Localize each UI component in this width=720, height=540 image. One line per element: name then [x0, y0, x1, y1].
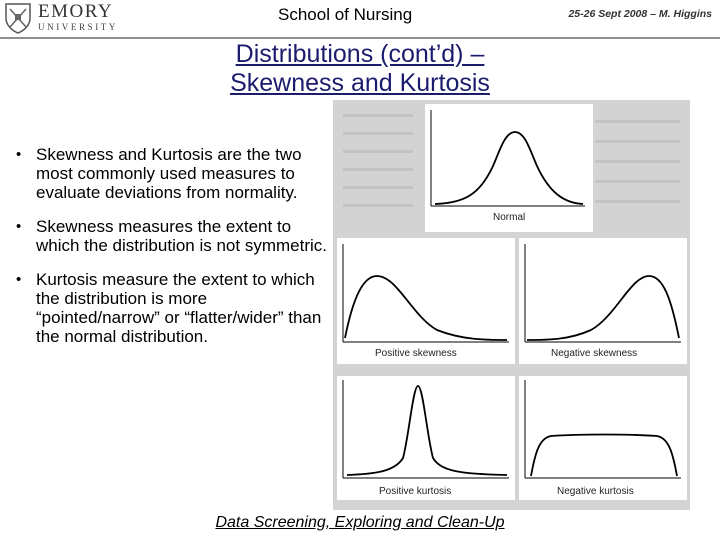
background-text-line — [595, 200, 680, 203]
negative-kurtosis-label: Negative kurtosis — [557, 486, 634, 497]
bullet-item: • Kurtosis measure the extent to which the distribution is more “pointed/narrow” or “flatter/wider” than the normal distribution. — [16, 270, 334, 346]
positive-skewness-label: Positive skewness — [375, 348, 457, 359]
positive-kurtosis-chart — [337, 376, 515, 500]
bullet-item: • Skewness measures the extent to which the distribution is not symmetric. — [16, 217, 334, 255]
negative-skewness-panel — [519, 238, 687, 364]
slide-header — [0, 0, 720, 38]
background-text-line — [343, 168, 413, 171]
bullet-item: • Skewness and Kurtosis are the two most commonly used measures to evaluate deviations from normality. — [16, 145, 334, 202]
bullet-list — [16, 145, 334, 361]
slide-title — [150, 40, 570, 98]
negative-skewness-label: Negative skewness — [551, 348, 638, 359]
background-text-line — [595, 180, 680, 183]
positive-kurtosis-label: Positive kurtosis — [379, 486, 452, 497]
normal-distribution-panel — [425, 104, 593, 232]
title-line-2: Skewness and Kurtosis — [230, 69, 490, 97]
positive-kurtosis-curve — [347, 386, 507, 475]
emory-logo — [4, 1, 118, 36]
presentation-date-author: 25-26 Sept 2008 – M. Higgins — [568, 8, 712, 20]
school-name: School of Nursing — [278, 5, 413, 24]
negative-kurtosis-curve — [531, 435, 677, 477]
background-text-line — [595, 140, 680, 143]
positive-skewness-chart — [337, 238, 515, 364]
background-text-line — [595, 160, 680, 163]
negative-kurtosis-panel — [519, 376, 687, 500]
normal-curve — [435, 132, 583, 204]
background-text-line — [343, 150, 413, 153]
logo-subtitle: UNIVERSITY — [38, 22, 118, 32]
footer-text: Data Screening, Exploring and Clean-Up — [215, 514, 505, 531]
positive-skewness-panel — [337, 238, 515, 364]
background-text-line — [595, 120, 680, 123]
negative-skewness-chart — [519, 238, 687, 364]
background-text-line — [343, 186, 413, 189]
distribution-figure — [333, 100, 690, 510]
positive-kurtosis-panel — [337, 376, 515, 500]
normal-label: Normal — [493, 212, 526, 223]
logo-wordmark: EMORY — [38, 1, 114, 22]
header-divider — [0, 37, 720, 39]
emory-shield-icon — [4, 2, 32, 34]
slide-footer — [0, 514, 720, 532]
title-line-1: Distributions (cont’d) – — [235, 40, 485, 68]
positive-skew-curve — [345, 276, 507, 340]
negative-skew-curve — [527, 276, 679, 340]
negative-kurtosis-chart — [519, 376, 687, 500]
background-text-line — [343, 132, 413, 135]
background-text-line — [343, 204, 413, 207]
background-text-line — [343, 114, 413, 117]
